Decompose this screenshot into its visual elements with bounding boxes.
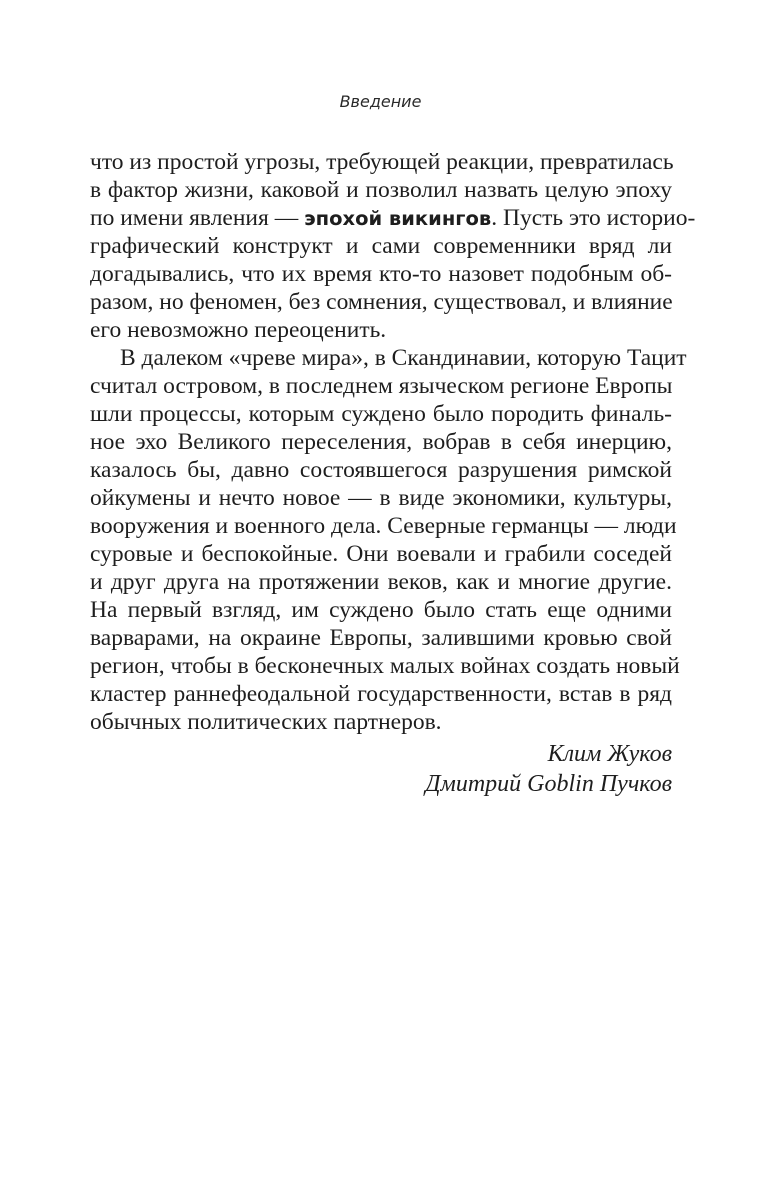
paragraph-line: его невозможно переоценить. (90, 317, 387, 343)
paragraph-line: обычных политических партнеров. (90, 709, 442, 735)
paragraph-line: графический конструкт и сами современники вряд ли (90, 233, 672, 259)
paragraph-line: ойкумены и нечто новое — в виде экономики, культуры, (90, 485, 672, 511)
paragraph-line: казалось бы, давно состоявшегося разрушения римской (90, 457, 672, 483)
running-head: Введение (339, 92, 422, 111)
paragraph-line: и друг друга на протяжении веков, как и многие другие. (90, 569, 672, 595)
paragraph-line: На первый взгляд, им суждено было стать еще одними (90, 597, 672, 623)
author-signature: Дмитрий Goblin Пучков (425, 771, 672, 797)
paragraph-line: суровые и беспокойные. Они воевали и грабили соседей (90, 541, 672, 567)
paragraph-line: вооружения и военного дела. Северные германцы — люди (90, 513, 677, 539)
line-text: . Пусть это историо- (491, 205, 696, 231)
paragraph-line: что из простой угрозы, требующей реакции, превратилась (90, 149, 674, 175)
emphasis-term: эпохой викингов (304, 207, 492, 230)
paragraph-line: ное эхо Великого переселения, вобрав в себя инерцию, (90, 429, 672, 455)
paragraph-line: считал островом, в последнем языческом регионе Европы (90, 373, 673, 399)
paragraph-line: в фактор жизни, каковой и позволил назвать целую эпоху (90, 177, 672, 203)
author-signature: Клим Жуков (547, 741, 672, 767)
paragraph-line: кластер раннефеодальной государственности, встав в ряд (90, 681, 672, 707)
paragraph-line: шли процессы, которым суждено было породить финаль- (90, 401, 672, 427)
paragraph-line: разом, но феномен, без сомнения, существовал, и влияние (90, 289, 673, 315)
line-text: по имени явления — (90, 205, 305, 231)
paragraph-line: догадывались, что их время кто-то назовет подобным об- (90, 261, 672, 287)
paragraph-line: регион, чтобы в бесконечных малых войнах создать новый (90, 653, 680, 679)
paragraph-line: варварами, на окраине Европы, залившими кровью свой (90, 625, 672, 651)
paragraph-line (90, 204, 696, 232)
paragraph-line: В далеком «чреве мира», в Скандинавии, которую Тацит (120, 345, 687, 371)
